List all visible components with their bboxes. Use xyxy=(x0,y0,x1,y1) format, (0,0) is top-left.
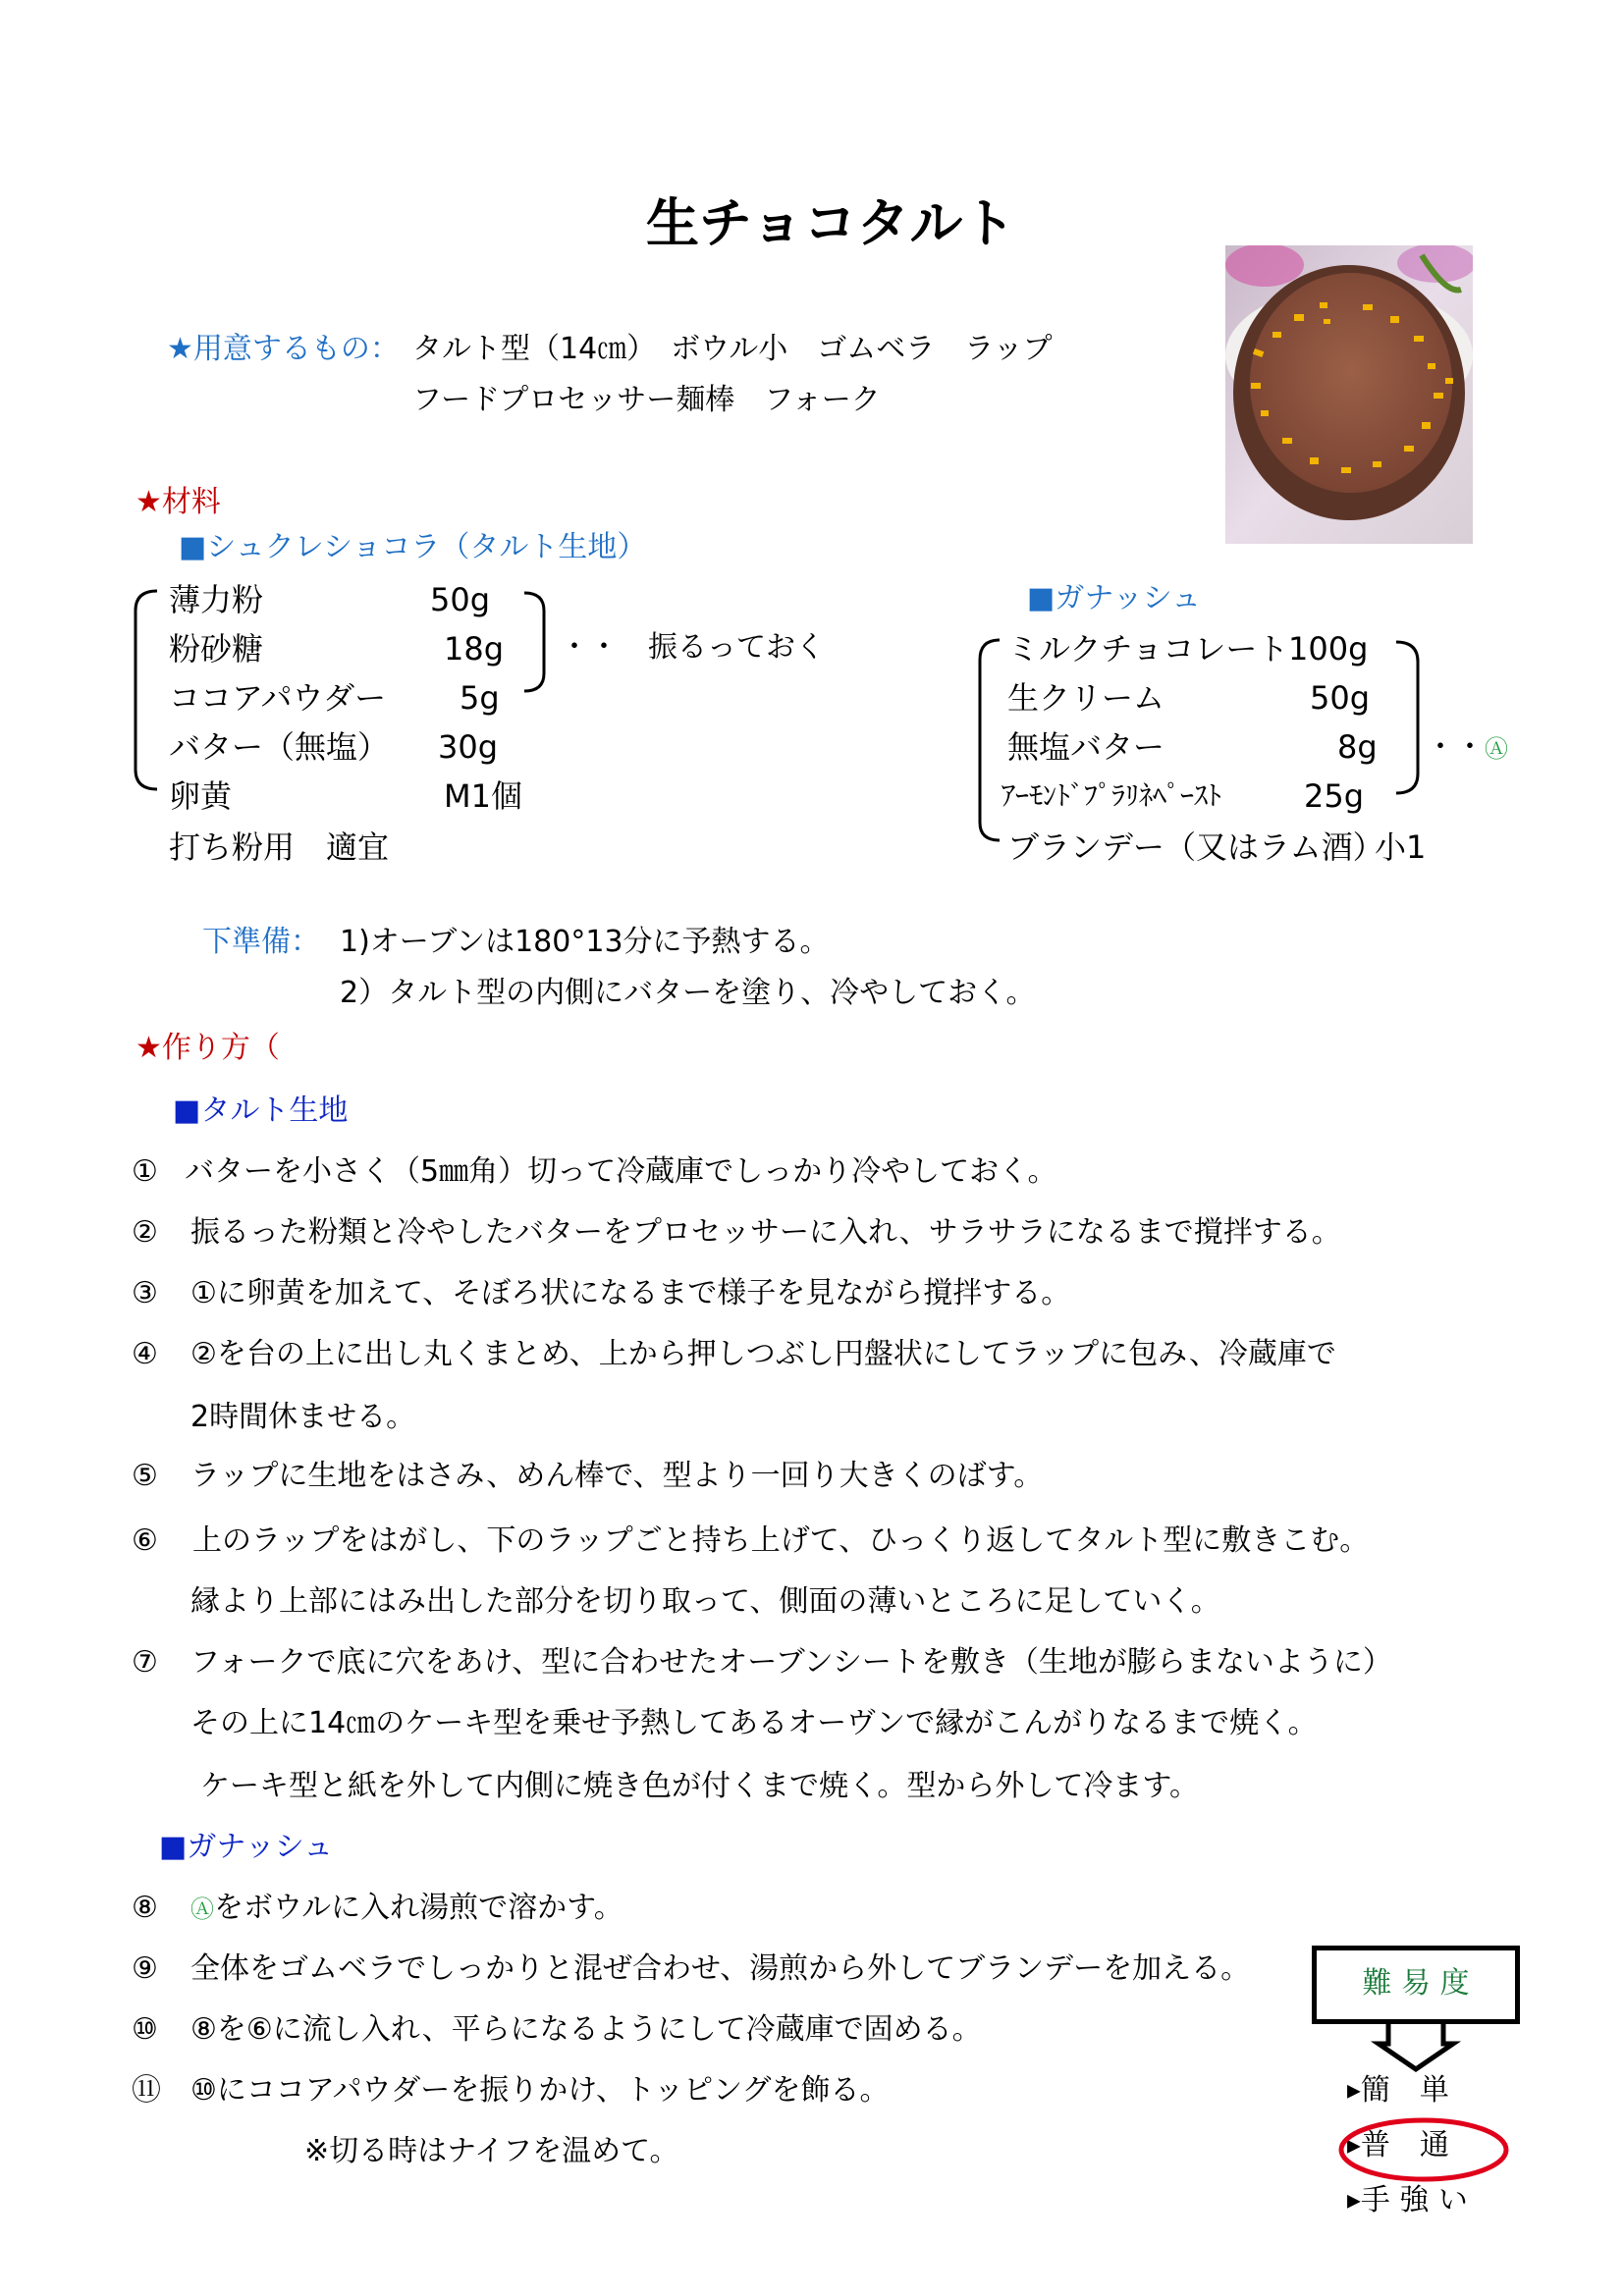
difficulty-level-easy xyxy=(1347,2073,1449,2109)
sift-bracket xyxy=(520,589,550,697)
method-crust-title xyxy=(173,1094,348,1129)
crust-title-text: ■シュクレショコラ（タルト生地） xyxy=(179,530,647,564)
serving-note: ※切る時はナイフを温めて。 xyxy=(304,2134,679,2168)
ganache-item-name: 無塩バター xyxy=(1007,728,1165,766)
difficulty-box xyxy=(1312,1946,1520,2024)
dusting-flour: 打ち粉用 適宜 xyxy=(169,828,390,866)
ganache-item-qty: 100g xyxy=(1288,630,1369,667)
prep-items-line1: タルト型（14㎝） ボウル小 ゴムベラ ラップ xyxy=(412,332,1053,366)
crust-item-qty: 50g xyxy=(430,581,491,618)
crust-item-qty: 5g xyxy=(460,679,500,717)
step-text: バターを小さく（5㎜角）切って冷蔵庫でしっかり冷やしておく。 xyxy=(185,1154,1057,1189)
step-number: ⑨ xyxy=(132,1951,158,1986)
step-number: ⑥ xyxy=(132,1523,158,1558)
group-a-mark: Ⓐ xyxy=(1485,735,1508,763)
crust-item-name: 卵黄 xyxy=(169,777,233,815)
difficulty-title: 難 易 度 xyxy=(1362,1966,1470,2001)
step-text: ⑧を⑥に流し入れ、平らになるようにして冷蔵庫で固める。 xyxy=(190,2012,982,2047)
ganache-item-name: 生クリーム xyxy=(1007,679,1165,717)
step-number: ⑧ xyxy=(132,1891,158,1925)
triangle-marker-icon: ▶ xyxy=(1347,2135,1361,2157)
triangle-marker-icon: ▶ xyxy=(1347,2080,1361,2102)
ganache-item-qty: 8g xyxy=(1337,728,1378,766)
step-number: ⑪ xyxy=(132,2073,161,2108)
crust-item-name: ココアパウダー xyxy=(169,679,387,717)
step-text: 全体をゴムベラでしっかりと混ぜ合わせ、湯煎から外してブランデーを加える。 xyxy=(190,1951,1251,1986)
step-text: ⑩にココアパウダーを振りかけ、トッピングを飾る。 xyxy=(190,2073,890,2108)
step-number: ⑩ xyxy=(132,2012,158,2047)
step-text: その上に14㎝のケーキ型を乗せ予熱してあるオーヴンで縁がこんがりなるまで焼く。 xyxy=(190,1706,1318,1740)
prep-items-line2: フードプロセッサー麺棒 フォーク xyxy=(412,383,881,417)
step-number: ⑦ xyxy=(132,1645,158,1680)
group-a-mark: Ⓐ xyxy=(190,1896,214,1923)
step-text: フォークで底に穴をあけ、型に合わせたオーブンシートを敷き（生地が膨らまないように） xyxy=(190,1645,1392,1680)
preparation-label: 下準備： xyxy=(202,925,320,959)
step-number: ③ xyxy=(132,1276,158,1310)
ganache-item-name: ブランデー（又はラム酒） xyxy=(1007,828,1384,866)
prep-items-label: ★用意するもの： xyxy=(167,332,400,366)
step-number: ⑤ xyxy=(132,1459,158,1493)
difficulty-level-label: 手 強 い xyxy=(1360,2183,1468,2217)
step-text: ①に卵黄を加えて、そぼろ状になるまで様子を見ながら撹拌する。 xyxy=(190,1276,1071,1310)
triangle-marker-icon: ▶ xyxy=(1347,2190,1361,2212)
down-arrow-icon xyxy=(1375,2024,1457,2073)
chocolate-tart-photo xyxy=(1225,245,1473,544)
crust-item-name: 粉砂糖 xyxy=(169,630,264,667)
step-text: ②を台の上に出し丸くまとめ、上から押しつぶし円盤状にしてラップに包み、冷蔵庫で xyxy=(190,1337,1336,1371)
ingredients-header: ★材料 xyxy=(135,485,221,519)
difficulty-level-label: 普 通 xyxy=(1360,2128,1449,2163)
difficulty-level-label: 簡 単 xyxy=(1360,2073,1449,2108)
ganache-item-name: ｱｰﾓﾝﾄﾞﾌﾟﾗﾘﾈﾍﾟｰｽﾄ xyxy=(1001,779,1222,812)
crust-item-qty: M1個 xyxy=(444,777,522,815)
ganache-item-qty: 50g xyxy=(1310,679,1371,717)
method-ganache-title-text: ■ガナッシュ xyxy=(159,1830,334,1864)
crust-left-bracket xyxy=(128,587,163,793)
method-header: ★作り方（ xyxy=(135,1031,280,1065)
crust-item-name: 薄力粉 xyxy=(169,581,264,618)
step-text: 2時間休ませる。 xyxy=(190,1400,416,1434)
crust-title xyxy=(179,530,646,565)
step-text-body: をボウルに入れ湯煎で溶かす。 xyxy=(214,1891,623,1925)
step-text: ラップに生地をはさみ、めん棒で、型より一回り大きくのばす。 xyxy=(190,1459,1044,1493)
preparation-step: 2）タルト型の内側にバターを塗り、冷やしておく。 xyxy=(340,976,1036,1010)
group-dots: ・・ xyxy=(1426,730,1485,765)
ganache-left-bracket xyxy=(972,636,1005,844)
ganache-item-qty: 25g xyxy=(1304,777,1365,815)
sift-note: ・・ 振るっておく xyxy=(560,630,825,665)
step-text: 縁より上部にはみ出した部分を切り取って、側面の薄いところに足していく。 xyxy=(190,1584,1220,1619)
page-title: 生チョコタルト xyxy=(646,192,1016,254)
step-text xyxy=(190,1891,623,1927)
ganache-right-bracket xyxy=(1392,638,1426,797)
step-text: 振るった粉類と冷やしたバターをプロセッサーに入れ、サラサラになるまで撹拌する。 xyxy=(190,1215,1341,1250)
crust-item-name: バター（無塩） xyxy=(169,728,390,766)
ganache-group-mark xyxy=(1426,730,1508,767)
crust-item-qty: 18g xyxy=(444,630,505,667)
crust-item-qty: 30g xyxy=(438,728,499,766)
ganache-title-text: ■ガナッシュ xyxy=(1027,581,1202,615)
step-number: ④ xyxy=(132,1337,158,1371)
method-crust-title-text: ■タルト生地 xyxy=(173,1094,349,1128)
ganache-title xyxy=(1027,581,1201,616)
ganache-item-qty: 小1 xyxy=(1375,828,1427,866)
ganache-item-name: ミルクチョコレート xyxy=(1007,630,1289,667)
difficulty-level-hard xyxy=(1347,2183,1468,2219)
step-number: ① xyxy=(132,1154,158,1189)
step-text: ケーキ型と紙を外して内側に焼き色が付くまで焼く。型から外して冷ます。 xyxy=(200,1769,1199,1803)
selected-difficulty-circle xyxy=(1337,2116,1510,2183)
step-text: 上のラップをはがし、下のラップごと持ち上げて、ひっくり返してタルト型に敷きこむ。 xyxy=(192,1523,1370,1558)
preparation-step: 1)オーブンは180°13分に予熱する。 xyxy=(340,925,830,959)
method-ganache-title xyxy=(159,1830,333,1865)
step-number: ② xyxy=(132,1215,158,1250)
